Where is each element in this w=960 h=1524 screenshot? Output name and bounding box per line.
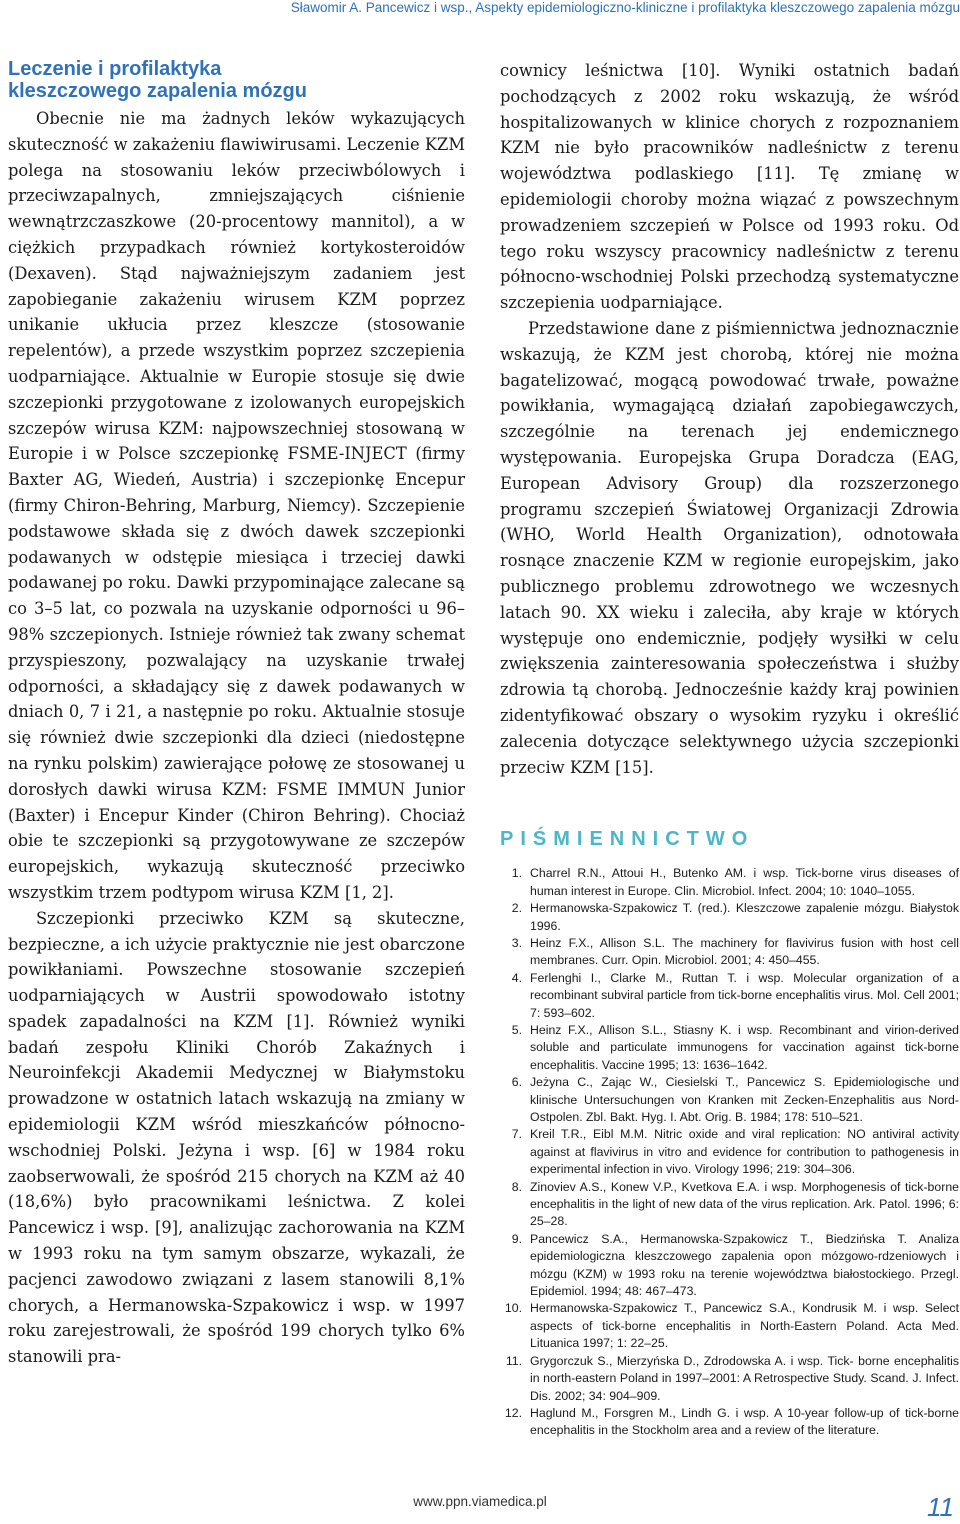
references-heading: PIŚMIENNICTWO [500,828,755,851]
reference-text: Charrel R.N., Attoui H., Butenko AM. i wsp. Tick-borne virus diseases of human interest in Europe. Clin. Microbiol. Infect. 2004; 10: 1040–1055. [530,866,959,898]
reference-item [500,970,959,1022]
reference-item [500,1353,959,1405]
reference-item [500,935,959,970]
reference-number: 3. [511,935,522,950]
right-column [500,58,959,1440]
reference-number: 9. [511,1231,522,1246]
reference-number: 8. [511,1179,522,1194]
reference-text: Grygorczuk S., Mierzyńska D., Zdrodowska A. i wsp. Tick- borne encephalitis in north-eastern Poland in 1997–2001: A Retrospective Study. Scand. J. Infect. Dis. 2002; 34: 904–909. [530,1353,959,1403]
reference-item [500,1405,959,1440]
reference-item [500,1126,959,1178]
reference-text: Pancewicz S.A., Hermanowska-Szpakowicz T., Biedzińska T. Analiza epidemiologiczna kleszczowego zapalenia opon mózgowo-rdzeniowych i mózgu (KZM) w 1993 roku na terenie województwa białostockiego. Przegl. Epidemiol. 1994; 48: 467–473. [530,1231,959,1299]
reference-text: Haglund M., Forsgren M., Lindh G. i wsp. A 10-year follow-up of tick-borne encephalitis in the Stockholm area and a review of the literature. [530,1405,959,1438]
page-number: 11 [927,1492,954,1522]
reference-item [500,1300,959,1352]
reference-text: Ferlenghi I., Clarke M., Ruttan T. i wsp. Molecular organization of a recombinant subviral particle from tick-borne encephalitis virus. Mol. Cell 2001; 7: 593–602. [530,970,959,1020]
reference-text: Kreil T.R., Eibl M.M. Nitric oxide and viral replication: NO antiviral activity against at flavivirus in vitro and evidence for contribution to pathogenesis in experimental infection in vivo. Virology 1996; 219: 304–306. [530,1127,959,1177]
reference-number: 5. [511,1022,522,1037]
reference-item [500,1179,959,1231]
reference-number: 1. [511,866,522,881]
reference-text: Heinz F.X., Allison S.L. The machinery for flavivirus fusion with host cell membranes. Curr. Opin. Microbiol. 2001; 4: 450–455. [530,935,959,968]
reference-text: Zinoviev A.S., Konew V.P., Kvetkova E.A. i wsp. Morphogenesis of tick-borne encephalitis in the light of new data of the virus replication. Ark. Patol. 1996; 6: 25–28. [530,1179,959,1229]
reference-number: 7. [511,1127,522,1142]
section-title-line-2: kleszczowego zapalenia mózgu [8,80,307,102]
paragraph: Obecnie nie ma żadnych leków wykazujących skuteczność w zakażeniu flawiwirusami. Leczenie KZM polega na stosowaniu leków przeciwbólowych i przeciwzapalnych, zmniejszających ciśnienie wewnątrzczaszkowe (20-procentowy mannitol), a w ciężkich przypadkach również kortykosteroidów (Dexaven). Stąd najważniejszym zadaniem jest zapobieganie zakażeniu wirusem KZM poprzez unikanie ukłucia przez kleszcze (stosowanie repelentów), a przede wszystkim poprzez szczepienia uodparniające. Aktualnie w Europie stosuje się dwie szczepionki przygotowane z izolowanych europejskich szczepów wirusa KZM: najpowszechniej stosowaną w Europie i w Polsce szczepionkę FSME-INJECT (firmy Baxter AG, Wiedeń, Austria) i szczepionkę Encepur (firmy Chiron-Behring, Marburg, Niemcy). Szczepienie podstawowe składa się z dwóch dawek szczepionki podawanych w odstępie miesiąca i trzeciej dawki podawanej po roku. Dawki przypominające zalecane są co 3–5 lat, co pozwala na uzyskanie odporności u 96–98% szczepionych. Istnieje również tak zwany schemat przyspieszony, pozwalający na uzyskanie trwałej odporności, a składający się z dawek podawanych w dniach 0, 7 i 21, a następnie po roku. Aktualnie stosuje się również dwie szczepionki dla dzieci (niedostępne na rynku polskim) zawierające połowę ze stosowanej u dorosłych dawki wirusa KZM: FSME IMMUN Junior (Baxter) i Encepur Kinder (Chiron Behring). Chociaż obie te szczepionki są przygotowywane ze szczepów europejskich, wykazują skuteczność przeciwko wszystkim trzem podtypom wirusa KZM [1, 2]. [8,109,465,902]
reference-item [500,865,959,900]
reference-text: Jeżyna C., Zając W., Ciesielski T., Pancewicz S. Epidemiologische und klinische Untersuchungen von Kranken mit Zecken-Enzephalitis aus Nord-Ostpolen. Zbl. Bakt. Hyg. I. Abt. Orig. B. 1984; 178: 510–521. [530,1075,959,1124]
reference-number: 11. [505,1353,522,1368]
paragraph: cownicy leśnictwa [10]. Wyniki ostatnich badań pochodzących z 2002 roku wskazują, że wśród hospitalizowanych w klinice chorych z rozpoznaniem KZM nie było pracowników nadleśnictw z terenu województwa podlaskiego [11]. Tę zmianę w epidemiologii choroby można wiązać z powszechnym prowadzeniem szczepień w Polsce od 1993 roku. Od tego roku wszyscy pracownicy nadleśnictw z terenu północno-wschodniej Polski przechodzą systematyczne szczepienia uodparniające. [500,61,959,313]
reference-item [500,1074,959,1126]
references-list [500,865,959,1439]
reference-number: 2. [511,901,522,916]
left-column [8,58,465,1370]
reference-item [500,900,959,935]
reference-number: 6. [511,1075,522,1090]
reference-number: 10. [504,1301,522,1316]
reference-number: 4. [511,970,522,985]
reference-text: Hermanowska-Szpakowicz T. (red.). Kleszczowe zapalenie mózgu. Białystok 1996. [530,901,959,933]
section-title-line-1: Leczenie i profilaktyka [8,58,222,80]
reference-item [500,1022,959,1074]
reference-item [500,1231,959,1301]
paragraph: Przedstawione dane z piśmiennictwa jednoznacznie wskazują, że KZM jest chorobą, której nie można bagatelizować, mogącą powodować trwałe, poważne powikłania, wymagającą działań zapobiegawczych, szczególnie na terenach jej endemicznego występowania. Europejska Grupa Doradcza (EAG, European Advisory Group) dla rozszerzonego programu szczepień Światowej Organizacji Zdrowia (WHO, World Health Organization), odnotowała rosnące znaczenie KZM w regionie europejskim, jako publicznego problemu zdrowotnego we wczesnych latach 90. XX wieku i zaleciła, aby kraje w których występuje ono endemicznie, podjęły wysiłki w celu zwiększenia zainteresowania społeczeństwa i służby zdrowia tą chorobą. Jednocześnie każdy kraj powinien zidentyfikować obszary o wysokim ryzyku i określić zalecenia dotyczące selektywnego użycia szczepionki przeciw KZM [15]. [500,318,959,777]
reference-text: Heinz F.X., Allison S.L., Stiasny K. i wsp. Recombinant and virion-derived soluble and particulate immunogens for vaccination against tick-borne encephalitis. Vaccine 1995; 13: 1636–1642. [530,1022,959,1072]
footer-url[interactable]: www.ppn.viamedica.pl [413,1494,547,1509]
reference-text: Hermanowska-Szpakowicz T., Pancewicz S.A., Kondrusik M. i wsp. Select aspects of tick-borne encephalitis in North-Eastern Poland. Acta Med. Lituanica 1997; 1: 22–25. [530,1301,959,1351]
section-title [8,58,465,102]
paragraph: Szczepionki przeciwko KZM są skuteczne, bezpieczne, a ich użycie praktycznie nie jest obarczone powikłaniami. Powszechne stosowanie szczepień uodparniających w Austrii spowodowało istotny spadek zapadalności na KZM [1]. Również wyniki badań zespołu Kliniki Chorób Zakaźnych i Neuroinfekcji Akademii Medycznej w Białymstoku prowadzone w ostatnich latach wskazują na zmiany w epidemiologii KZM wśród mieszkańców północno-wschodniej Polski. Jeżyna i wsp. [6] w 1984 roku zaobserwowali, że spośród 215 chorych na KZM aż 40 (18,6%) było pracownikami leśnictwa. Z kolei Pancewicz i wsp. [9], analizując zachorowania na KZM w 1993 roku na tym samym obszarze, wykazali, że pacjenci zawodowo związani z lasem stanowili 8,1% chorych, a Hermanowska-Szpakowicz i wsp. w 1997 roku zarejestrowali, że spośród 199 chorych tylko 6% stanowili pra- [8,908,465,1367]
reference-number: 12. [504,1405,522,1420]
running-header: Sławomir A. Pancewicz i wsp., Aspekty epidemiologiczno-kliniczne i profilaktyka kleszczowego zapalenia mózgu [290,0,960,15]
